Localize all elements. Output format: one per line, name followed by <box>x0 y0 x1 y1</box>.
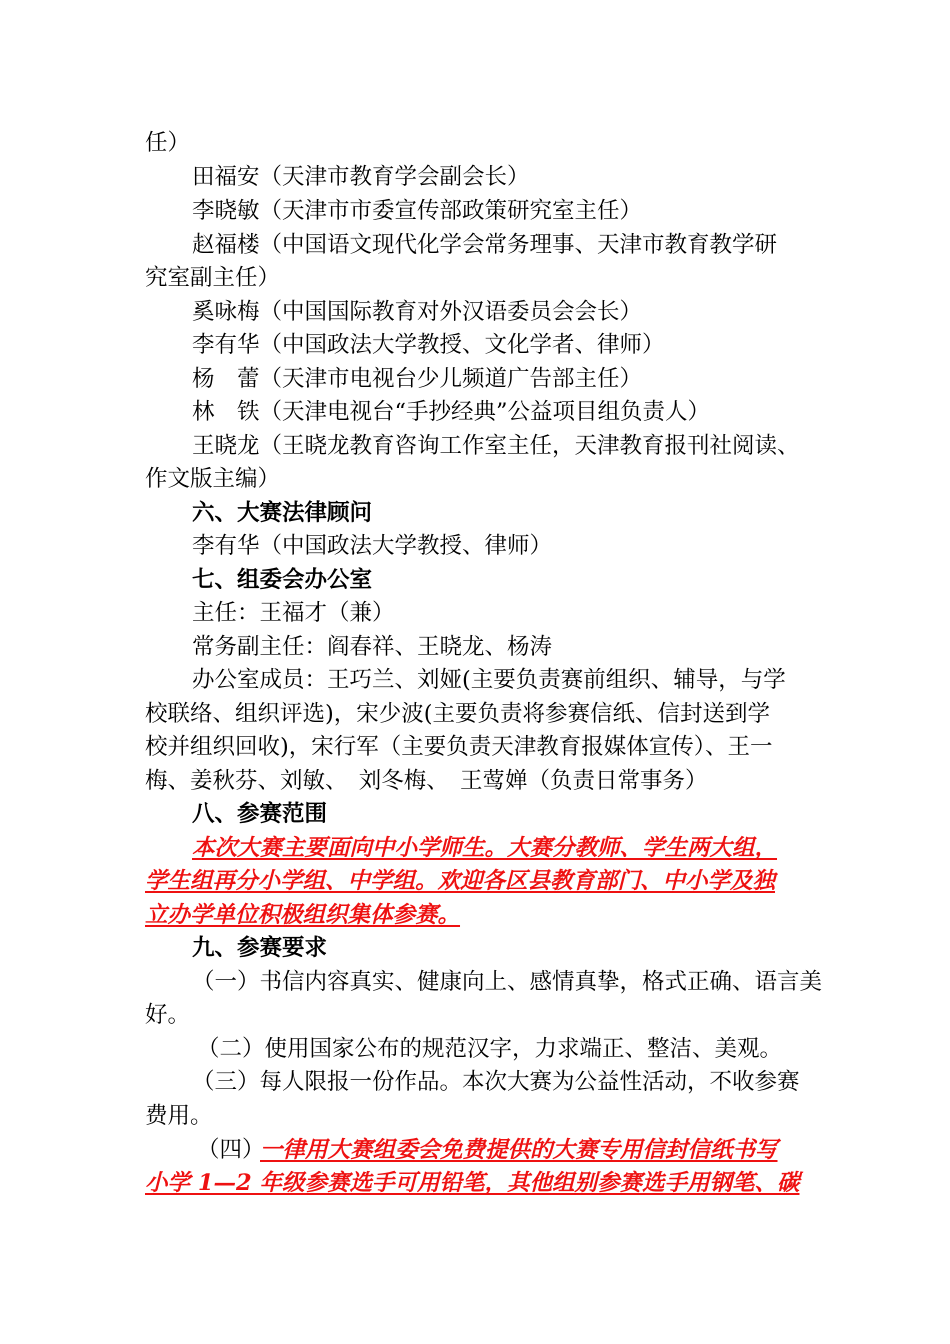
highlight-scope-line-2: 学生组再分小学组、中学组。欢迎各区县教育部门、中小学及独 <box>145 868 776 894</box>
text-line-legal-advisor: 李有华（中国政法大学教授、律师） <box>192 533 553 559</box>
text-line-requirement-4-label: （四） <box>197 1137 265 1163</box>
text-line-office-members: 办公室成员：王巧兰、刘娅(主要负责赛前组织、辅导，与学 <box>192 667 786 693</box>
text-line-requirement-1-cont: 好。 <box>145 1002 191 1028</box>
section-heading-legal-advisor: 六、大赛法律顾问 <box>192 500 373 526</box>
section-heading-scope: 八、参赛范围 <box>192 801 328 827</box>
highlight-scope-line-3: 立办学单位积极组织集体参赛。 <box>145 902 461 928</box>
text-line-deputy-director: 常务副主任：阎春祥、王晓龙、杨涛 <box>192 634 553 660</box>
text-line-xi-yongmei: 奚咏梅（中国国际教育对外汉语委员会会长） <box>192 299 643 325</box>
highlight-scope-line-1: 本次大赛主要面向中小学师生。大赛分教师、学生两大组， <box>192 835 778 861</box>
text-line-office-members-2: 校联络、组织评选)，宋少波(主要负责将参赛信纸、信封送到学 <box>145 701 771 727</box>
section-heading-requirements: 九、参赛要求 <box>192 935 328 961</box>
text-line-director: 主任：王福才（兼） <box>192 600 395 626</box>
text-line-tian-fuan: 田福安（天津市教育学会副会长） <box>192 164 530 190</box>
text-line-requirement-3-cont: 费用。 <box>145 1103 213 1129</box>
text-line-li-xiaomin: 李晓敏（天津市市委宣传部政策研究室主任） <box>192 198 643 224</box>
text-line-zhao-fulou-cont: 究室副主任） <box>145 265 281 291</box>
section-heading-office: 七、组委会办公室 <box>192 567 373 593</box>
highlight-requirement-4-line-1: 一律用大赛组委会免费提供的大赛专用信封信纸书写 <box>260 1137 778 1163</box>
highlight-requirement-4-line-2: 小学 1—2 年级参赛选手可用铅笔，其他组别参赛选手用钢笔、碳 <box>145 1170 800 1196</box>
text-line-wang-xiaolong-cont: 作文版主编） <box>145 466 281 492</box>
text-line-requirement-1: （一）书信内容真实、健康向上、感情真挚，格式正确、语言美 <box>192 969 823 995</box>
text-line-requirement-2: （二）使用国家公布的规范汉字，力求端正、整洁、美观。 <box>197 1036 783 1062</box>
text-line-requirement-3: （三）每人限报一份作品。本次大赛为公益性活动，不收参赛 <box>192 1069 800 1095</box>
text-line-lin-tie: 林 铁（天津电视台“手抄经典”公益项目组负责人） <box>192 399 711 425</box>
text-line-wang-xiaolong: 王晓龙（王晓龙教育咨询工作室主任，天津教育报刊社阅读、 <box>192 433 800 459</box>
text-line-office-members-3: 校并组织回收)，宋行军（主要负责天津教育报媒体宣传）、王一 <box>145 734 773 760</box>
text-line-continuation: 任） <box>145 130 191 156</box>
text-line-office-members-4: 梅、姜秋芬、刘敏、 刘冬梅、 王莺婵（负责日常事务） <box>145 768 708 794</box>
text-line-zhao-fulou: 赵福楼（中国语文现代化学会常务理事、天津市教育教学研 <box>192 232 778 258</box>
text-line-li-youhua: 李有华（中国政法大学教授、文化学者、律师） <box>192 332 665 358</box>
text-line-yang-lei: 杨 蕾（天津市电视台少儿频道广告部主任） <box>192 366 643 392</box>
